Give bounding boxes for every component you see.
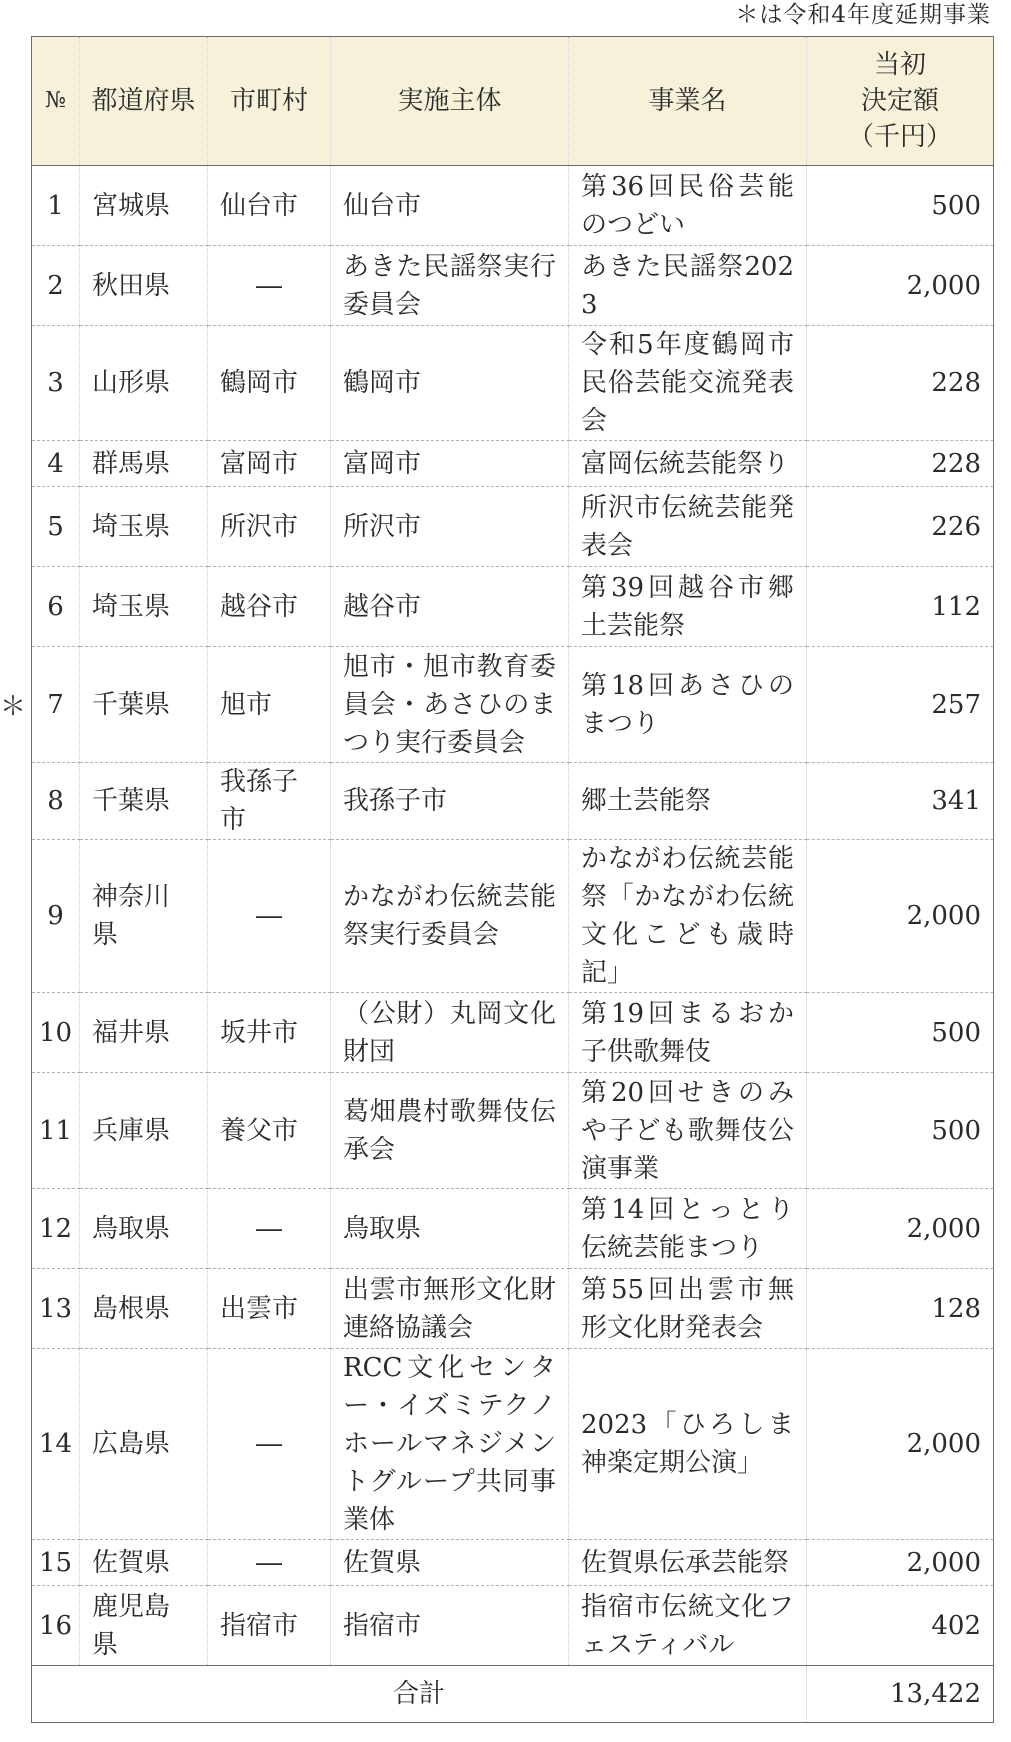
table-row [32, 1349, 994, 1540]
header-row [32, 37, 994, 166]
table-row [32, 326, 994, 441]
row-no: 12 [32, 1189, 80, 1269]
row-organizer: 所沢市 [331, 487, 569, 567]
row-organizer: 我孫子市 [331, 763, 569, 840]
row-prefecture: 千葉県 [80, 763, 208, 840]
row-no: 3 [32, 326, 80, 441]
row-no: 9 [32, 840, 80, 993]
row-organizer: （公財）丸岡文化財団 [331, 993, 569, 1073]
row-city: 我孫子市 [208, 763, 331, 840]
row-city: 富岡市 [208, 441, 331, 487]
row-no: 8 [32, 763, 80, 840]
row-no: 6 [32, 567, 80, 647]
table-row [32, 567, 994, 647]
row-project: 第36回民俗芸能のつどい [569, 166, 807, 246]
row-no: 2 [32, 246, 80, 326]
row-amount: 112 [807, 567, 994, 647]
total-amount: 13,422 [807, 1666, 994, 1723]
row-no: 7 [32, 647, 80, 763]
row-project: 第55回出雲市無形文化財発表会 [569, 1269, 807, 1349]
row-city: 越谷市 [208, 567, 331, 647]
table-row [32, 763, 994, 840]
row-city: 出雲市 [208, 1269, 331, 1349]
row-city: ― [208, 1349, 331, 1540]
table-row [32, 993, 994, 1073]
row-amount: 500 [807, 166, 994, 246]
row-city: ― [208, 840, 331, 993]
header-project: 事業名 [569, 37, 807, 166]
row-organizer: RCC文化センター・イズミテクノホールマネジメントグループ共同事業体 [331, 1349, 569, 1540]
row-project: あきた民謡祭2023 [569, 246, 807, 326]
row-city: 指宿市 [208, 1586, 331, 1666]
row-amount: 2,000 [807, 1540, 994, 1586]
row-city: 養父市 [208, 1073, 331, 1189]
row-project: 所沢市伝統芸能発表会 [569, 487, 807, 567]
row-prefecture: 福井県 [80, 993, 208, 1073]
total-row [32, 1666, 994, 1723]
row-project: 令和5年度鶴岡市民俗芸能交流発表会 [569, 326, 807, 441]
row-prefecture: 秋田県 [80, 246, 208, 326]
table-row [32, 840, 994, 993]
row-no: 15 [32, 1540, 80, 1586]
table-row [32, 1586, 994, 1666]
row-organizer: 鳥取県 [331, 1189, 569, 1269]
row-project: かながわ伝統芸能祭「かながわ伝統文化こども歳時記」 [569, 840, 807, 993]
row-prefecture: 埼玉県 [80, 567, 208, 647]
deferred-project-note: ＊は令和4年度延期事業 [735, 2, 991, 28]
row-city: 所沢市 [208, 487, 331, 567]
row-city: 坂井市 [208, 993, 331, 1073]
header-city: 市町村 [208, 37, 331, 166]
total-label: 合計 [32, 1666, 807, 1723]
row-organizer: 富岡市 [331, 441, 569, 487]
table-row [32, 441, 994, 487]
row-no: 5 [32, 487, 80, 567]
row-no: 10 [32, 993, 80, 1073]
row-project: 2023「ひろしま神楽定期公演」 [569, 1349, 807, 1540]
row-amount: 228 [807, 441, 994, 487]
deferred-star-marker: ＊ [0, 692, 27, 722]
row-prefecture: 群馬県 [80, 441, 208, 487]
table-row [32, 1540, 994, 1586]
row-prefecture: 島根県 [80, 1269, 208, 1349]
row-amount: 500 [807, 993, 994, 1073]
row-amount: 341 [807, 763, 994, 840]
row-city: ― [208, 1540, 331, 1586]
row-amount: 500 [807, 1073, 994, 1189]
row-city: 鶴岡市 [208, 326, 331, 441]
table-row [32, 647, 994, 763]
row-prefecture: 埼玉県 [80, 487, 208, 567]
row-amount: 226 [807, 487, 994, 567]
table-header [32, 37, 994, 166]
header-amount: 当初 決定額 （千円） [807, 37, 994, 166]
row-organizer: 仙台市 [331, 166, 569, 246]
row-project: 第18回あさひのまつり [569, 647, 807, 763]
header-prefecture: 都道府県 [80, 37, 208, 166]
row-organizer: かながわ伝統芸能祭実行委員会 [331, 840, 569, 993]
row-organizer: 鶴岡市 [331, 326, 569, 441]
row-organizer: 佐賀県 [331, 1540, 569, 1586]
row-amount: 128 [807, 1269, 994, 1349]
row-no: 4 [32, 441, 80, 487]
project-table [31, 36, 994, 1723]
row-amount: 402 [807, 1586, 994, 1666]
row-prefecture: 佐賀県 [80, 1540, 208, 1586]
row-organizer: 指宿市 [331, 1586, 569, 1666]
row-city: 旭市 [208, 647, 331, 763]
row-prefecture: 広島県 [80, 1349, 208, 1540]
row-no: 14 [32, 1349, 80, 1540]
row-project: 第14回とっとり伝統芸能まつり [569, 1189, 807, 1269]
row-prefecture: 鹿児島県 [80, 1586, 208, 1666]
row-prefecture: 神奈川県 [80, 840, 208, 993]
row-amount: 2,000 [807, 246, 994, 326]
row-project: 第19回まるおか子供歌舞伎 [569, 993, 807, 1073]
row-organizer: あきた民謡祭実行委員会 [331, 246, 569, 326]
row-prefecture: 山形県 [80, 326, 208, 441]
row-prefecture: 宮城県 [80, 166, 208, 246]
header-no: № [32, 37, 80, 166]
row-no: 16 [32, 1586, 80, 1666]
row-project: 指宿市伝統文化フェスティバル [569, 1586, 807, 1666]
table-footer [32, 1666, 994, 1723]
row-amount: 228 [807, 326, 994, 441]
row-organizer: 葛畑農村歌舞伎伝承会 [331, 1073, 569, 1189]
row-project: 第20回せきのみや子ども歌舞伎公演事業 [569, 1073, 807, 1189]
table-body [32, 166, 994, 1666]
row-project: 郷土芸能祭 [569, 763, 807, 840]
table-row [32, 1073, 994, 1189]
table-row [32, 166, 994, 246]
row-organizer: 越谷市 [331, 567, 569, 647]
row-amount: 257 [807, 647, 994, 763]
row-organizer: 旭市・旭市教育委員会・あさひのまつり実行委員会 [331, 647, 569, 763]
row-project: 富岡伝統芸能祭り [569, 441, 807, 487]
table-row [32, 487, 994, 567]
row-no: 13 [32, 1269, 80, 1349]
row-no: 1 [32, 166, 80, 246]
row-project: 第39回越谷市郷土芸能祭 [569, 567, 807, 647]
row-organizer: 出雲市無形文化財連絡協議会 [331, 1269, 569, 1349]
table-row [32, 1189, 994, 1269]
table-row [32, 1269, 994, 1349]
row-city: ― [208, 1189, 331, 1269]
row-amount: 2,000 [807, 1349, 994, 1540]
row-prefecture: 千葉県 [80, 647, 208, 763]
row-prefecture: 鳥取県 [80, 1189, 208, 1269]
row-prefecture: 兵庫県 [80, 1073, 208, 1189]
table-row [32, 246, 994, 326]
row-amount: 2,000 [807, 840, 994, 993]
row-no: 11 [32, 1073, 80, 1189]
row-project: 佐賀県伝承芸能祭 [569, 1540, 807, 1586]
header-organizer: 実施主体 [331, 37, 569, 166]
row-city: 仙台市 [208, 166, 331, 246]
row-city: ― [208, 246, 331, 326]
row-amount: 2,000 [807, 1189, 994, 1269]
